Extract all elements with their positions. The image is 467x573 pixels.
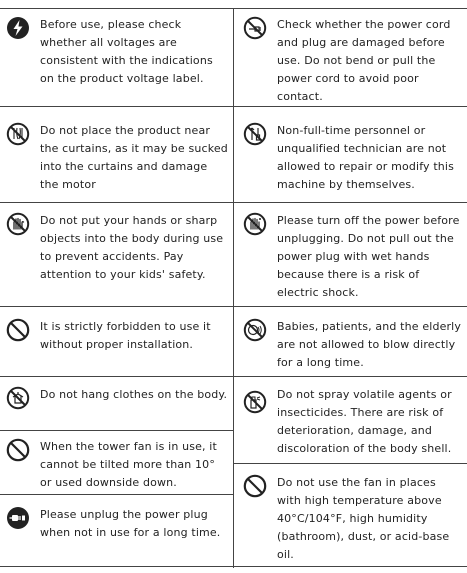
instruction-text: Before use, please check whether all voltages are consistent with the indications on the product voltage label. <box>40 18 213 85</box>
row-divider <box>0 202 467 203</box>
instruction-item <box>6 212 228 284</box>
row-divider <box>0 494 233 495</box>
instruction-text: Do not spray volatile agents or insecticides. There are risk of deterioration, damage, and discoloration of the body shell. <box>277 388 452 455</box>
row-divider <box>0 8 467 9</box>
prohibited-icon <box>6 318 30 342</box>
instruction-text: Do not put your hands or sharp objects into the body during use to prevent accidents. Pay attention to your kids' safety. <box>40 214 224 281</box>
instruction-text: Check whether the power cord and plug are damaged before use. Do not bend or pull the power cord to avoid poor contact. <box>277 18 451 103</box>
instruction-item <box>243 318 463 372</box>
no-direct-blow-icon <box>243 318 267 342</box>
no-spray-icon <box>243 390 267 414</box>
no-wet-hands-icon <box>243 212 267 236</box>
instruction-item <box>243 122 463 194</box>
instruction-text: Do not hang clothes on the body. <box>40 388 228 401</box>
instruction-item <box>6 506 228 542</box>
row-divider <box>0 106 467 107</box>
prohibited-icon <box>6 438 30 462</box>
no-hand-icon <box>6 212 30 236</box>
instruction-item <box>243 212 463 302</box>
instruction-item <box>6 438 228 492</box>
instruction-item <box>243 16 463 106</box>
instruction-text: Please turn off the power before unplugging. Do not pull out the power plug with wet hands because there is a risk of electric shock. <box>277 214 460 299</box>
instruction-item <box>6 318 228 354</box>
row-divider <box>0 376 467 377</box>
instruction-item <box>6 386 228 410</box>
instruction-item <box>243 386 463 458</box>
prohibited-icon <box>243 474 267 498</box>
instruction-text: Please unplug the power plug when not in use for a long time. <box>40 508 221 539</box>
instruction-text: Babies, patients, and the elderly are not allowed to blow directly for a long time. <box>277 320 462 369</box>
row-divider <box>0 430 233 431</box>
instruction-text: Do not place the product near the curtains, as it may be sucked into the curtains and damage the motor <box>40 124 228 191</box>
no-damaged-cord-icon <box>243 16 267 40</box>
row-divider <box>0 306 467 307</box>
row-divider <box>234 463 467 464</box>
instruction-item <box>243 474 463 564</box>
instruction-item <box>6 16 228 88</box>
instruction-text: It is strictly forbidden to use it without proper installation. <box>40 320 211 351</box>
row-divider <box>0 566 467 567</box>
unplug-icon <box>6 506 30 530</box>
instruction-item <box>6 122 228 194</box>
instruction-text: Do not use the fan in places with high temperature above 40°C/104°F, high humidity (bathroom), dust, or acid-base oil. <box>277 476 450 561</box>
no-repair-icon <box>243 122 267 146</box>
no-curtain-icon <box>6 122 30 146</box>
no-clothes-hanging-icon <box>6 386 30 410</box>
instruction-text: When the tower fan is in use, it cannot be tilted more than 10° or used downside down. <box>40 440 217 489</box>
instruction-text: Non-full-time personnel or unqualified technician are not allowed to repair or modify this machine by themselves. <box>277 124 455 191</box>
lightning-warning-icon <box>6 16 30 40</box>
column-divider <box>233 8 234 568</box>
